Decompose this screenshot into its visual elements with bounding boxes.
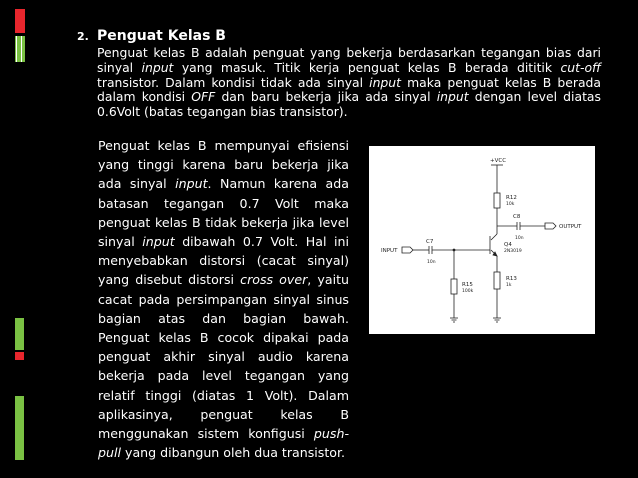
paragraph1-segment: dan baru bekerja jika ada sinyal: [215, 89, 437, 105]
c8-label: C8: [513, 214, 521, 220]
input-label: INPUT: [381, 248, 398, 254]
c7-value: 10n: [427, 260, 436, 265]
class-b-circuit-diagram: [369, 146, 595, 334]
paragraph1-segment: OFF: [191, 89, 216, 105]
paragraph1-segment: maka penguat kelas B berada dalam kondisi: [97, 74, 601, 105]
intro-paragraph: [97, 46, 601, 120]
r13-resistor: [494, 272, 500, 289]
decorative-vertical-lines-2: [21, 36, 22, 62]
paragraph2-segment: . Namun karena ada batasan tegangan 0.7 Volt maka penguat kelas B tidak bekerja jika level sinyal: [98, 176, 349, 250]
paragraph2-segment: cross over: [240, 272, 308, 288]
paragraph2-segment: push-pull: [98, 426, 349, 461]
efficiency-paragraph: [98, 136, 349, 462]
input-arrow: [402, 247, 413, 253]
paragraph1-segment: input: [141, 59, 174, 75]
paragraph2-segment: input: [175, 176, 208, 192]
q4-value: 2N3019: [504, 249, 522, 254]
r13-label: R13: [506, 276, 517, 282]
vcc-label: +VCC: [490, 158, 507, 164]
r15-label: R15: [462, 282, 473, 288]
output-label: OUTPUT: [559, 224, 582, 230]
paragraph1-segment: dengan level diatas 0.6Volt (batas tegangan bias transistor).: [97, 89, 601, 120]
r12-resistor: [494, 193, 500, 208]
paragraph1-segment: cut-off: [560, 59, 601, 75]
paragraph2-segment: , yaitu cacat pada persimpangan sinyal sinus bagian atas dan bagian bawah. Penguat kelas B cocok dipakai pada penguat akhir sinyal audio karena bekerja pada level tegangan yang relatif tinggi (diatas 1 Volt). Dalam aplikasinya, penguat kelas B menggunakan sistem konfigusi: [98, 272, 349, 442]
section-title: Penguat Kelas B: [97, 28, 226, 44]
q4-label: Q4: [504, 242, 512, 248]
paragraph1-segment: transistor. Dalam kondisi tidak ada sinyal: [97, 74, 370, 90]
r15-resistor: [451, 279, 457, 294]
r12-label: R12: [506, 195, 517, 201]
paragraph2-segment: dibawah 0.7 Volt. Hal ini menyebabkan distorsi (cacat sinyal) yang disebut distorsi: [98, 234, 349, 288]
output-arrow: [545, 223, 556, 229]
r12-value: 10k: [506, 202, 515, 207]
paragraph2-segment: input: [142, 234, 175, 250]
c8-value: 10n: [515, 236, 524, 241]
paragraph1-segment: input: [369, 74, 402, 90]
paragraph1-segment: Penguat kelas B adalah penguat yang bekerja berdasarkan tegangan bias dari sinyal: [97, 45, 601, 75]
paragraph2-segment: yang dibangun oleh dua transistor.: [120, 445, 346, 461]
c7-label: C7: [426, 239, 434, 245]
r13-value: 1k: [506, 283, 512, 288]
paragraph1-segment: yang masuk. Titik kerja penguat kelas B berada dititik: [173, 59, 561, 75]
paragraph1-segment: input: [436, 89, 469, 105]
section-number: 2.: [77, 30, 89, 43]
decorative-vertical-lines: [16, 36, 17, 62]
paragraph2-segment: Penguat kelas B mempunyai efisiensi yang tinggi karena baru bekerja jika ada sinyal: [98, 138, 349, 192]
r15-value: 100k: [462, 289, 474, 294]
